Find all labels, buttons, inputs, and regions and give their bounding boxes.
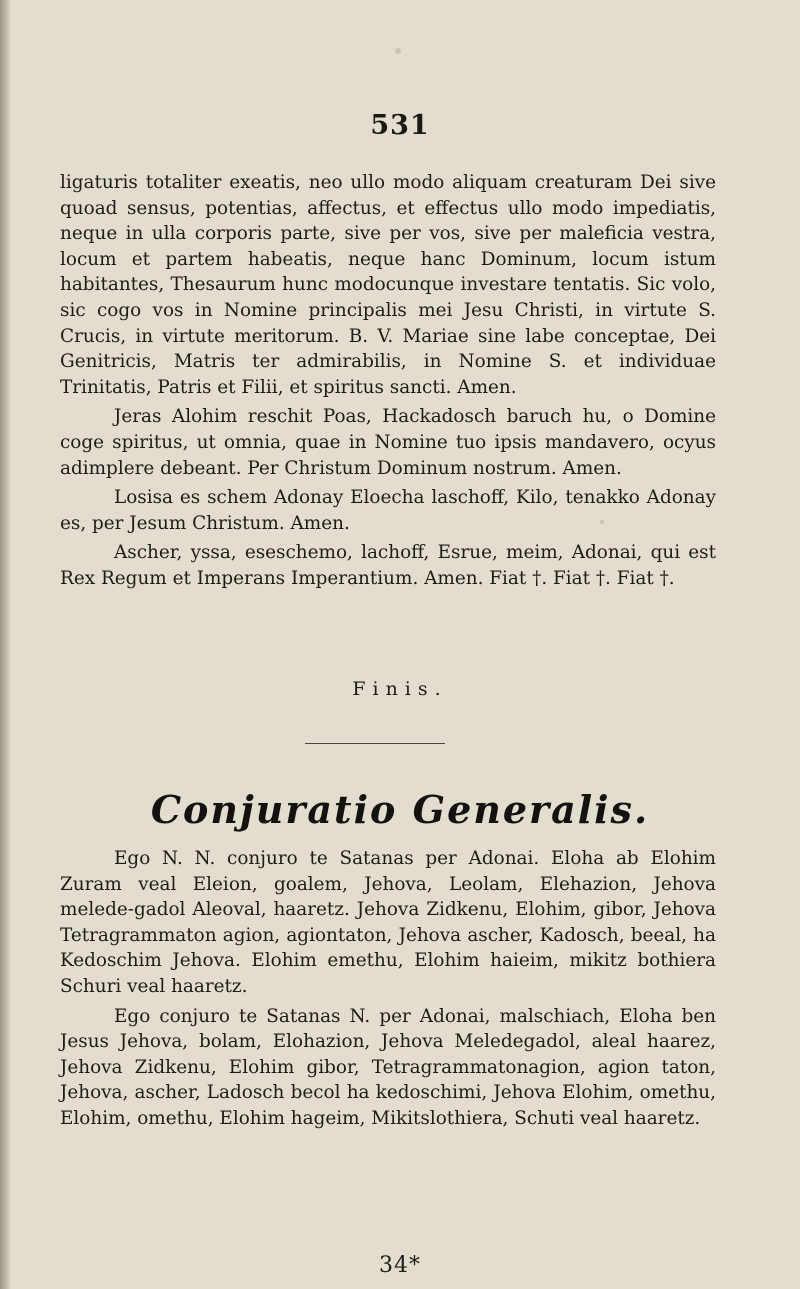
paragraph-jeras-alohim: Jeras Alohim reschit Poas, Hackadosch baruch hu, o Domine coge spiritus, ut omnia, quae in Nomine tuo ipsis mandavero, ocyus adimplere debeant. Per Christum Dominum nostrum. Amen. <box>60 406 716 479</box>
paper-speck <box>395 48 401 54</box>
page-gutter-shadow <box>0 0 10 1289</box>
bottom-text-block <box>60 846 716 1136</box>
page-number: 531 <box>370 110 430 141</box>
section-divider-rule <box>305 743 445 744</box>
paper-speck <box>600 520 604 524</box>
paragraph-ligaturis: ligaturis totaliter exeatis, neo ullo modo aliquam creaturam Dei sive quoad sensus, potentias, affectus, et effectus ullo modo impediatis, neque in ulla corporis parte, sive per vos, sive per maleficia vestra, locum et partem habeatis, neque hanc Dominum, locum istum habitantes, Thesaurum hunc modocunque investare tentatis. Sic volo, sic cogo vos in Nomine principalis mei Jesu Christi, in virtute S. Crucis, in virtute meritorum. B. V. Mariae sine labe conceptae, Dei Genitricis, Matris ter admirabilis, in Nomine S. et individuae Trinitatis, Patris et Filii, et spiritus sancti. Amen. <box>60 172 716 398</box>
printer-signature-mark: 34* <box>379 1253 421 1278</box>
section-title: Conjuratio Generalis. <box>150 787 650 832</box>
paragraph-ascher: Ascher, yssa, eseschemo, lachoff, Esrue, meim, Adonai, qui est Rex Regum et Imperans Imperantium. Amen. Fiat †. Fiat †. Fiat †. <box>60 542 716 589</box>
paragraph-losisa: Losisa es schem Adonay Eloecha laschoff, Kilo, tenakko Adonay es, per Jesum Christum. Amen. <box>60 487 716 534</box>
finis-text: Finis. <box>352 678 448 700</box>
top-text-block <box>60 170 716 596</box>
paragraph-ego-conjuro: Ego conjuro te Satanas N. per Adonai, malschiach, Eloha ben Jesus Jehova, bolam, Elohazion, Jehova Meledegadol, aleal haarez, Jehova Zidkenu, Elohim gibor, Tetragrammatonagion, agion taton, Jehova, ascher, Ladosch becol ha kedoschimi, Jehova Elohim, omethu, Elohim, omethu, Elohim hageim, Mikitslothiera, Schuti veal haaretz. <box>60 1005 716 1129</box>
paragraph-ego-nn: Ego N. N. conjuro te Satanas per Adonai. Eloha ab Elohim Zuram veal Eleion, goalem, Jehova, Leolam, Elehazion, Jehova melede-gadol Aleoval, haaretz. Jehova Zidkenu, Elohim, gibor, Jehova Tetragrammaton agion, agiontaton, Jehova ascher, Kadosch, beeal, ha Kedoschim Jehova. Elohim emethu, Elohim haieim, mikitz bothiera Schuri veal haaretz. <box>60 848 716 997</box>
